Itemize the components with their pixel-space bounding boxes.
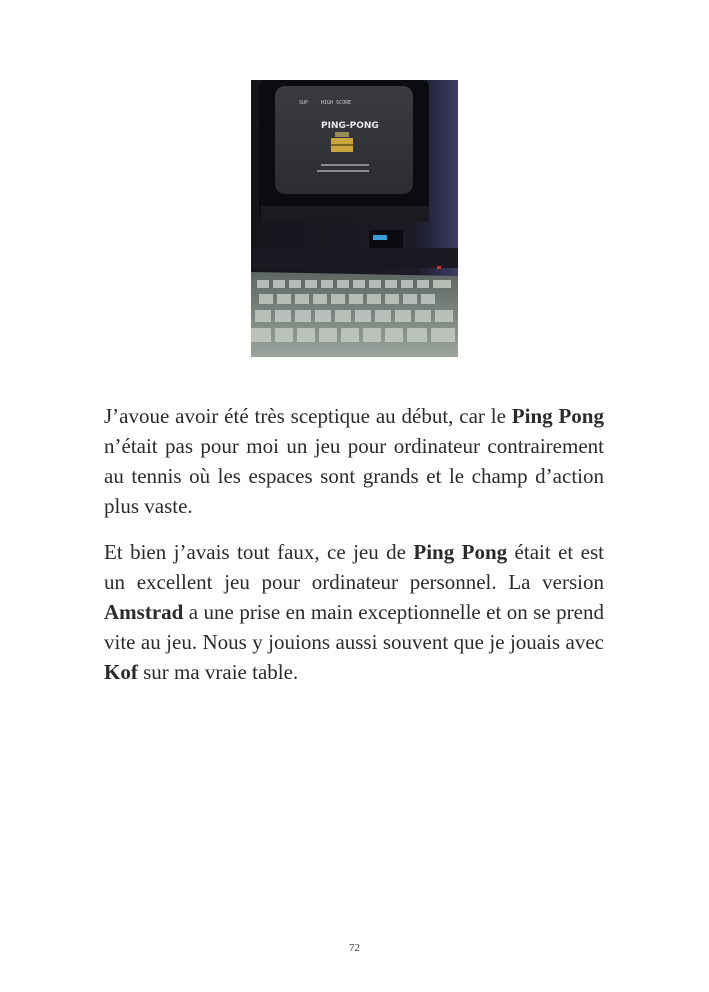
amstrad-photo — [251, 80, 458, 357]
bold-term: Amstrad — [104, 600, 184, 624]
text-run: a une prise en main exceptionnelle et on se prend vite au jeu. Nous y jouions aussi souvent que je jouais avec — [104, 600, 604, 654]
text-run: était et est un excellent jeu pour ordinateur personnel. La version — [104, 540, 604, 594]
bold-term: Ping Pong — [511, 404, 604, 428]
text-run: n’était pas pour moi un jeu pour ordinateur contrairement au tennis où les espaces sont grands et le champ d’action plus vaste. — [104, 434, 604, 518]
paragraph-1-text — [104, 401, 604, 521]
text-run: Et bien j’avais tout faux, ce jeu de — [104, 540, 414, 564]
screen-sup-label: SUP — [299, 100, 309, 106]
paragraph-2-text — [104, 537, 604, 687]
bold-term: Ping Pong — [413, 540, 508, 564]
screen-title: PING-PONG — [321, 121, 379, 131]
paragraph-1 — [104, 401, 604, 521]
text-run: J’avoue avoir été très sceptique au début, car le — [104, 404, 512, 428]
text-run: sur ma vraie table. — [137, 660, 299, 684]
screen-highscore-label: HIGH SCORE — [321, 100, 352, 106]
paragraph-2 — [104, 537, 604, 687]
bold-term: Kof — [104, 660, 138, 684]
page-number: 72 — [349, 942, 360, 954]
amstrad-photo-illustration — [251, 80, 458, 357]
